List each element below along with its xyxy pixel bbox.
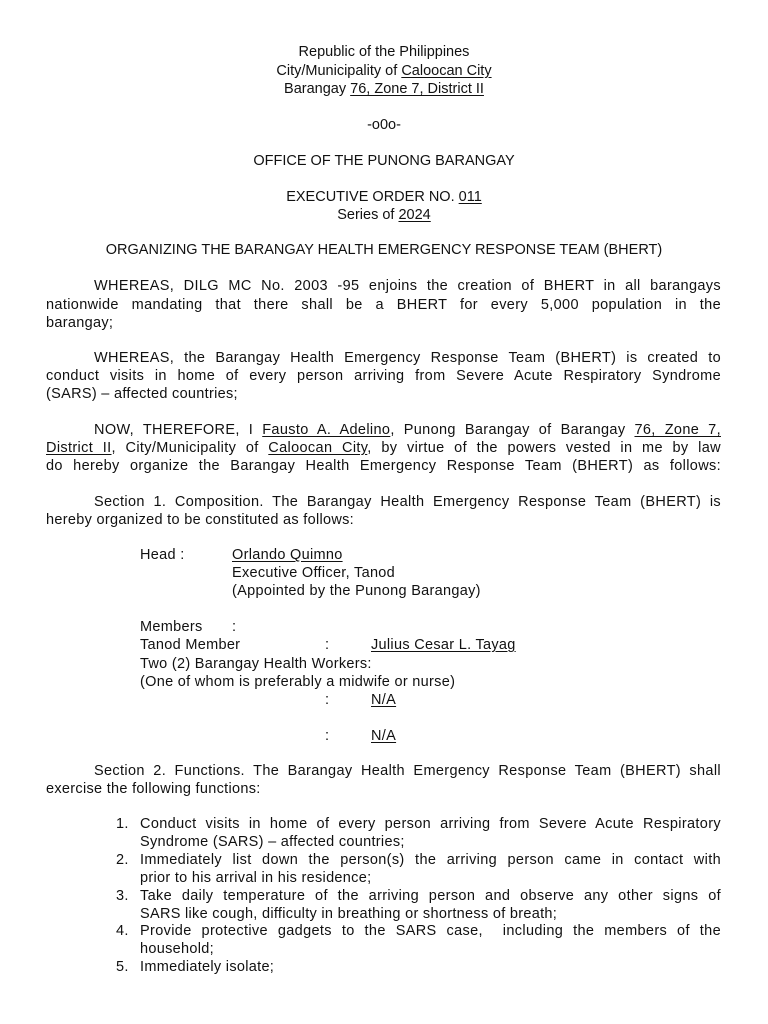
bhw1-colon: : bbox=[325, 692, 330, 708]
now-therefore-line3: do hereby organize the Barangay Health Emergency Response Team (BHERT) as follows: bbox=[46, 458, 721, 474]
order-number: 011 bbox=[458, 189, 482, 205]
tanod-label: Tanod Member bbox=[140, 637, 241, 653]
whereas1-line3: barangay; bbox=[46, 315, 114, 331]
tanod-name: Julius Cesar L. Tayag bbox=[371, 637, 516, 653]
head-label: Head : bbox=[140, 547, 185, 563]
office-title: OFFICE OF THE PUNONG BARANGAY bbox=[253, 153, 515, 169]
list-item-number: 2. bbox=[116, 852, 129, 868]
list-item: Immediately list down the person(s) the arriving person came in contact with bbox=[140, 852, 721, 868]
list-item: Provide protective gadgets to the SARS case, including the members of the bbox=[140, 923, 721, 939]
now-therefore-line1: NOW, THEREFORE, I Fausto A. Adelino, Punong Barangay of Barangay 76, Zone 7, bbox=[94, 422, 721, 438]
list-item: Take daily temperature of the arriving person and observe any other signs of bbox=[140, 888, 721, 904]
list-item-continuation: household; bbox=[140, 941, 214, 957]
section1-line2: hereby organized to be constituted as follows: bbox=[46, 512, 355, 528]
separator: -o0o- bbox=[367, 117, 401, 133]
section2-line2: exercise the following functions: bbox=[46, 781, 261, 797]
whereas2-line1: WHEREAS, the Barangay Health Emergency Response Team (BHERT) is created to bbox=[94, 350, 721, 366]
list-item-number: 5. bbox=[116, 959, 129, 975]
head-note: (Appointed by the Punong Barangay) bbox=[232, 583, 481, 599]
tanod-colon: : bbox=[325, 637, 330, 653]
whereas1-line2: nationwide mandating that there shall be a BHERT for every 5,000 population in the bbox=[46, 297, 721, 313]
list-item-number: 3. bbox=[116, 888, 129, 904]
list-item-number: 1. bbox=[116, 816, 129, 832]
section1-line1: Section 1. Composition. The Barangay Health Emergency Response Team (BHERT) is bbox=[94, 494, 721, 510]
series-line: Series of 2024 bbox=[337, 207, 431, 223]
punong-barangay-name: Fausto A. Adelino bbox=[262, 422, 391, 438]
list-item-continuation: prior to his arrival in his residence; bbox=[140, 870, 372, 886]
bhw2-colon: : bbox=[325, 728, 330, 744]
head-name: Orlando Quimno bbox=[232, 547, 343, 563]
whereas2-line2: conduct visits in home of every person arriving from Severe Acute Respiratory Syndrome bbox=[46, 368, 721, 384]
list-item-continuation: SARS like cough, difficulty in breathing or shortness of breath; bbox=[140, 906, 558, 922]
bhw-note: (One of whom is preferably a midwife or nurse) bbox=[140, 674, 456, 690]
whereas2-line3: (SARS) – affected countries; bbox=[46, 386, 238, 402]
now-therefore-line2: District II, City/Municipality of Caloocan City, by virtue of the powers vested in me by law bbox=[46, 440, 721, 456]
head-role: Executive Officer, Tanod bbox=[232, 565, 396, 581]
list-item: Conduct visits in home of every person arriving from Severe Acute Respiratory bbox=[140, 816, 721, 832]
bhw2-value: N/A bbox=[371, 728, 397, 744]
members-colon: : bbox=[232, 619, 237, 635]
republic-line: Republic of the Philippines bbox=[298, 44, 470, 60]
order-number-line: EXECUTIVE ORDER NO. 011 bbox=[286, 189, 482, 205]
section2-line1: Section 2. Functions. The Barangay Health Emergency Response Team (BHERT) shall bbox=[94, 763, 721, 779]
list-item-continuation: Syndrome (SARS) – affected countries; bbox=[140, 834, 405, 850]
members-label: Members bbox=[140, 619, 203, 635]
list-item: Immediately isolate; bbox=[140, 959, 275, 975]
list-item-number: 4. bbox=[116, 923, 129, 939]
bhw-label: Two (2) Barangay Health Workers: bbox=[140, 656, 372, 672]
document-title: ORGANIZING THE BARANGAY HEALTH EMERGENCY RESPONSE TEAM (BHERT) bbox=[105, 242, 663, 258]
city-line: City/Municipality of Caloocan City bbox=[276, 63, 492, 79]
city-name: Caloocan City bbox=[401, 63, 492, 79]
whereas1-line1: WHEREAS, DILG MC No. 2003 -95 enjoins the creation of BHERT in all barangays bbox=[94, 278, 721, 294]
barangay-line: Barangay 76, Zone 7, District II bbox=[284, 81, 484, 97]
series-year: 2024 bbox=[398, 207, 431, 223]
barangay-name: 76, Zone 7, District II bbox=[350, 81, 484, 97]
bhw1-value: N/A bbox=[371, 692, 397, 708]
